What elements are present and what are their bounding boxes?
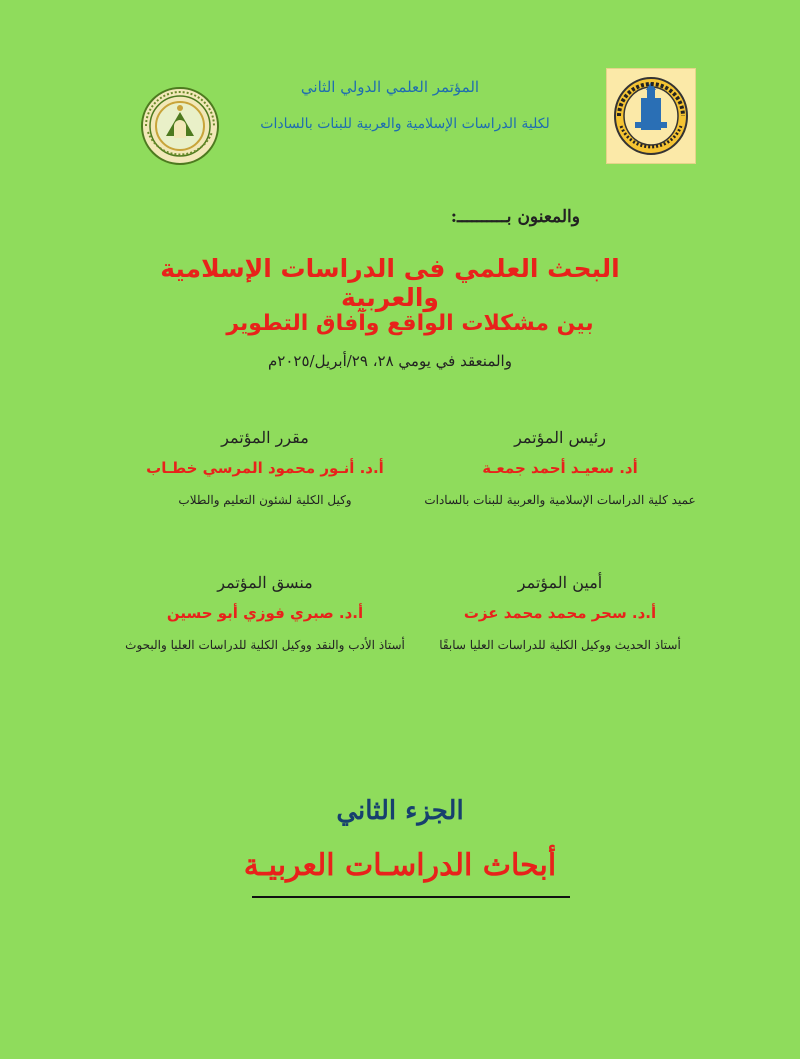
conference-name: المؤتمر العلمي الدولي الثاني [300, 78, 480, 96]
college-seal-logo [140, 86, 220, 166]
coordinator-desc: أستاذ الأدب والنقد ووكيل الكلية للدراسات العليا والبحوث [125, 638, 405, 652]
section-underline [252, 896, 570, 898]
president-desc: عميد كلية الدراسات الإسلامية والعربية للبنات بالسادات [424, 493, 696, 507]
rapporteur-role: مقرر المؤتمر [221, 428, 309, 447]
rapporteur-desc: وكيل الكلية لشئون التعليم والطلاب [178, 493, 352, 507]
al-azhar-logo [606, 68, 696, 164]
secretary-role: أمين المؤتمر [517, 573, 603, 592]
coordinator-role: منسق المؤتمر [217, 573, 313, 592]
coordinator-name: أ.د. صبري فوزي أبو حسين [166, 604, 364, 622]
volume-part: الجزء الثاني [336, 796, 464, 826]
president-block [410, 428, 710, 507]
president-name: أد. سعيـد أحمد جمعـة [482, 459, 638, 477]
titled-label: والمعنون بــــــــــ: [450, 207, 580, 227]
secretary-desc: أستاذ الحديث ووكيل الكلية للدراسات العليا سابقًا [439, 638, 681, 652]
rapporteur-name: أ.د. أنـور محمود المرسي خطـاب [146, 459, 384, 477]
volume-section: أبحاث الدراسـات العربيـة [243, 848, 557, 883]
rapporteur-block [120, 428, 410, 507]
conference-date: والمنعقد في يومي ٢٨، ٢٩/أبريل/٢٠٢٥م [268, 352, 512, 370]
president-role: رئيس المؤتمر [514, 428, 606, 447]
main-title: البحث العلمي فى الدراسات الإسلامية والعربية [160, 254, 620, 312]
secretary-name: أ.د. سحر محمد محمد عزت [463, 604, 657, 622]
secretary-block [410, 573, 710, 652]
coordinator-block [100, 573, 430, 652]
college-name: لكلية الدراسات الإسلامية والعربية للبنات بالسادات [260, 116, 550, 132]
sub-title: بين مشكلات الواقع وآفاق التطوير [226, 311, 594, 336]
